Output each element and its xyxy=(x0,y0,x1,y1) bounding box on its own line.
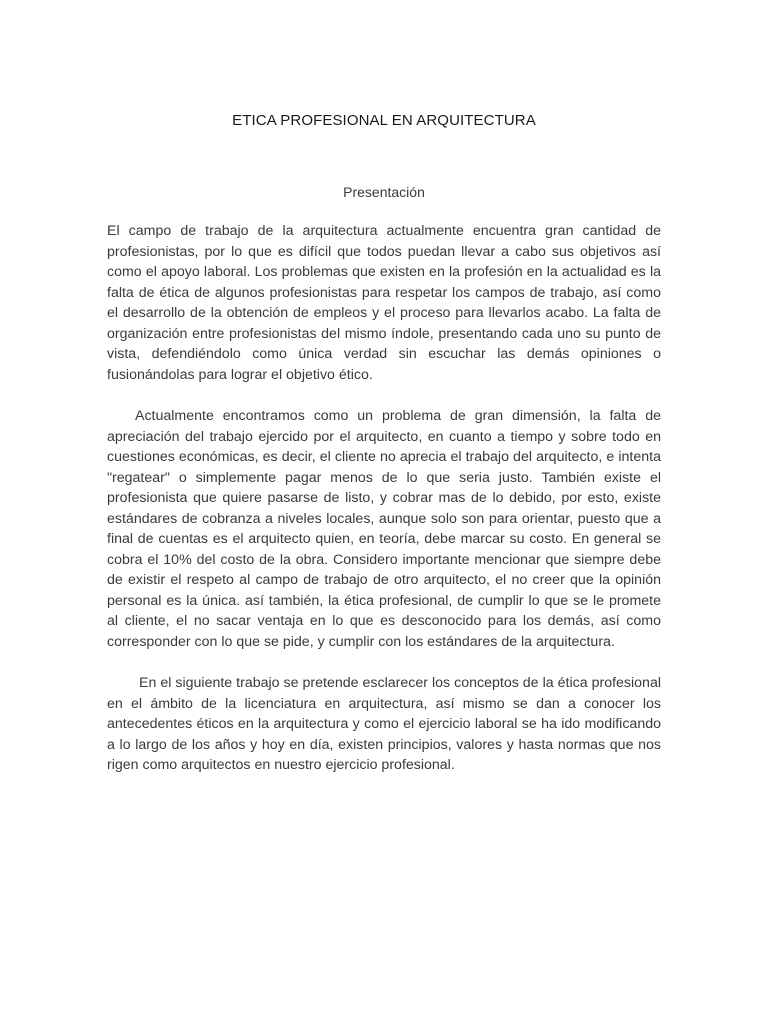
document-title: ETICA PROFESIONAL EN ARQUITECTURA xyxy=(232,112,536,129)
paragraph-1: El campo de trabajo de la arquitectura actualmente encuentra gran cantidad de profesionistas, por lo que es difícil que todos puedan llevar a cabo sus objetivos así como el apoyo laboral. Los problemas que existen en la profesión en la actualidad es la falta de ética de algunos profesionistas para respetar los campos de trabajo, así como el desarrollo de la obtención de empleos y el proceso para llevarlos acabo. La falta de organización entre profesionistas del mismo índole, presentando cada uno su punto de vista, defendiéndolo como única verdad sin escuchar las demás opiniones o fusionándolas para lograr el objetivo ético. xyxy=(107,223,661,383)
section-heading: Presentación xyxy=(343,184,425,200)
paragraph-2: Actualmente encontramos como un problema de gran dimensión, la falta de apreciación del trabajo ejercido por el arquitecto, en cuanto a tiempo y sobre todo en cuestiones económicas, es decir, el cliente no aprecia el trabajo del arquitecto, e intenta "regatear" o simplemente pagar menos de lo que seria justo. También existe el profesionista que quiere pasarse de listo, y cobrar mas de lo debido, por esto, existe estándares de cobranza a niveles locales, aunque solo son para orientar, puesto que a final de cuentas es el arquitecto quien, en teoría, debe marcar su costo. En general se cobra el 10% del costo de la obra. Considero importante mencionar que siempre debe de existir el respeto al campo de trabajo de otro arquitecto, el no creer que la opinión personal es la única. así también, la ética profesional, de cumplir lo que se le promete al cliente, el no sacar ventaja en lo que es desconocido para los demás, así como corresponder con lo que se pide, y cumplir con los estándares de la arquitectura. xyxy=(107,408,661,650)
paragraph-3: En el siguiente trabajo se pretende esclarecer los conceptos de la ética profesional en el ámbito de la licenciatura en arquitectura, así mismo se dan a conocer los antecedentes éticos en la arquitectura y como el ejercicio laboral se ha ido modificando a lo largo de los años y hoy en día, existen principios, valores y hasta normas que nos rigen como arquitectos en nuestro ejercicio profesional. xyxy=(107,675,661,773)
